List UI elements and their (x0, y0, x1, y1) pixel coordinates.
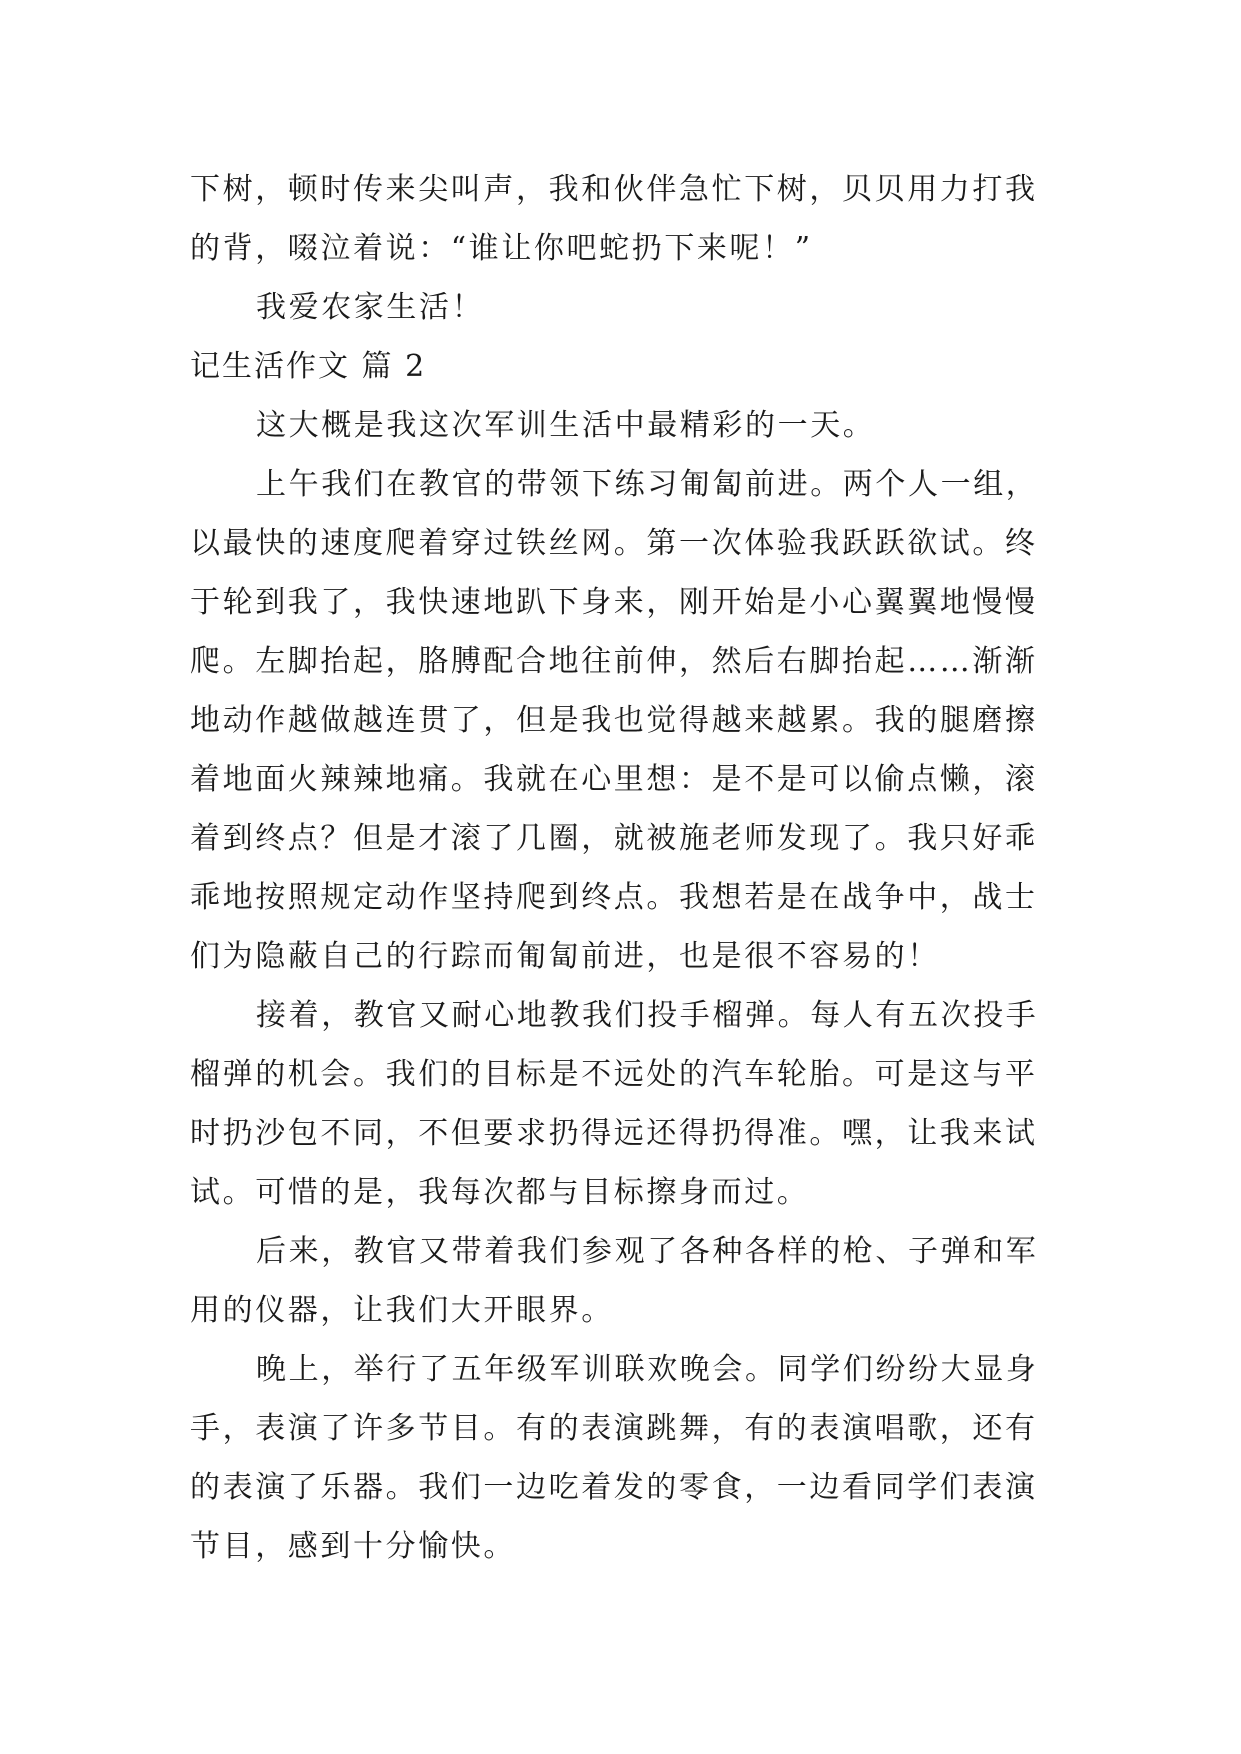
text-line: 的表演了乐器。我们一边吃着发的零食，一边看同学们表演 (190, 1470, 1038, 1505)
text-line: 上午我们在教官的带领下练习匍匐前进。两个人一组， (256, 467, 1039, 502)
text-line: 以最快的速度爬着穿过铁丝网。第一次体验我跃跃欲试。终 (190, 526, 1038, 561)
text-line: 用的仪器，让我们大开眼界。 (190, 1293, 614, 1328)
text-line: 这大概是我这次军训生活中最精彩的一天。 (256, 408, 876, 443)
text-line: 着到终点？但是才滚了几圈，就被施老师发现了。我只好乖 (190, 821, 1038, 856)
text-line: 手，表演了许多节目。有的表演跳舞，有的表演唱歌，还有 (190, 1411, 1038, 1446)
text-line: 榴弹的机会。我们的目标是不远处的汽车轮胎。可是这与平 (190, 1057, 1038, 1092)
text-line: 的背，啜泣着说：“谁让你吧蛇扔下来呢！” (190, 231, 813, 266)
document-page (190, 160, 1060, 1576)
text-line: 接着，教官又耐心地教我们投手榴弹。每人有五次投手 (256, 998, 1039, 1033)
text-line: 晚上，举行了五年级军训联欢晚会。同学们纷纷大显身 (256, 1352, 1039, 1387)
text-line: 试。可惜的是，我每次都与目标擦身而过。 (190, 1175, 810, 1210)
text-line: 我爱农家生活！ (256, 290, 485, 325)
text-line: 下树，顿时传来尖叫声，我和伙伴急忙下树，贝贝用力打我 (190, 172, 1038, 207)
text-line: 时扔沙包不同，不但要求扔得远还得扔得准。嘿，让我来试 (190, 1116, 1038, 1151)
text-line: 后来，教官又带着我们参观了各种各样的枪、子弹和军 (256, 1234, 1039, 1269)
text-line: 节目，感到十分愉快。 (190, 1529, 516, 1564)
text-line: 于轮到我了，我快速地趴下身来，刚开始是小心翼翼地慢慢 (190, 585, 1038, 620)
text-line: 着地面火辣辣地痛。我就在心里想：是不是可以偷点懒，滚 (190, 762, 1038, 797)
text-line: 爬。左脚抬起，胳膊配合地往前伸，然后右脚抬起……渐渐 (190, 644, 1038, 679)
text-line: 地动作越做越连贯了，但是我也觉得越来越累。我的腿磨擦 (190, 703, 1038, 738)
section-title: 记生活作文 篇 2 (190, 349, 427, 384)
text-line: 们为隐蔽自己的行踪而匍匐前进，也是很不容易的！ (190, 939, 940, 974)
text-line: 乖地按照规定动作坚持爬到终点。我想若是在战争中，战士 (190, 880, 1038, 915)
